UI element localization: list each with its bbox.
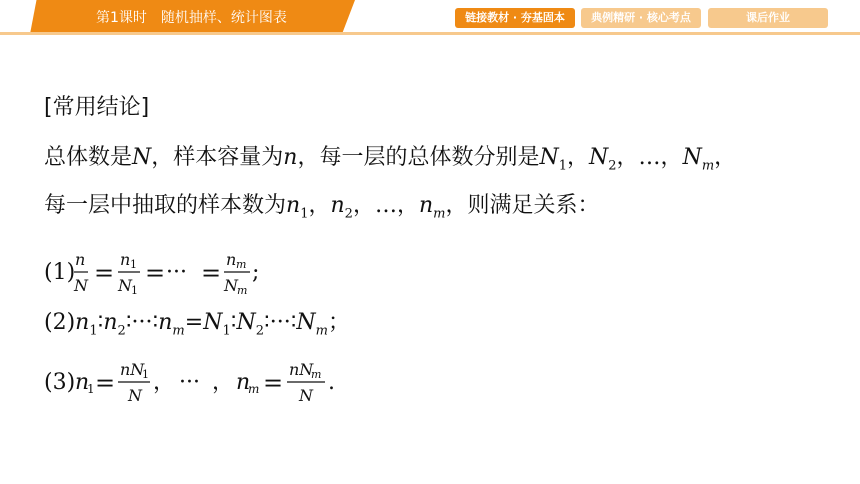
svg-text:.: .	[328, 370, 335, 395]
svg-text:=: =	[145, 259, 166, 287]
svg-text:1: 1	[131, 284, 138, 297]
svg-text:=: =	[94, 259, 115, 287]
svg-text:m: m	[311, 368, 322, 381]
svg-text:，: ，	[153, 370, 176, 395]
svg-text:N: N	[299, 386, 313, 405]
section-heading: [常用结论]	[44, 95, 150, 120]
svg-text:=: =	[201, 259, 222, 287]
lesson-title: 第1课时 随机抽样、统计图表	[96, 10, 287, 26]
svg-text:n: n	[75, 250, 86, 269]
svg-text:n: n	[75, 370, 90, 395]
header-divider	[0, 32, 860, 35]
svg-text:n: n	[236, 370, 251, 395]
svg-text:1: 1	[142, 368, 149, 381]
formula-3-svg	[44, 358, 374, 412]
formula-1	[44, 248, 304, 308]
svg-text:=: =	[95, 369, 116, 397]
svg-text:nN: nN	[120, 360, 145, 379]
svg-text:nN: nN	[289, 360, 314, 379]
svg-text:m: m	[236, 258, 247, 271]
svg-text:，: ，	[212, 370, 235, 395]
svg-text:m: m	[237, 284, 248, 297]
svg-text:;: ;	[252, 260, 260, 285]
tab-core-examples[interactable]: 典例精研 · 核心考点	[581, 8, 701, 28]
svg-text:n: n	[226, 250, 237, 269]
svg-text:1: 1	[87, 382, 95, 396]
svg-text:m: m	[248, 382, 260, 396]
svg-text:n: n	[120, 250, 131, 269]
svg-text:(3): (3)	[44, 370, 76, 395]
conclusion-paragraph-1: 总体数是N，样本容量为n，每一层的总体数分别是$N_1$，$N_2$，…，$N_m$，	[44, 145, 737, 174]
svg-text:N: N	[118, 276, 132, 295]
tab-homework[interactable]: 课后作业	[708, 8, 828, 28]
svg-text:N: N	[224, 276, 238, 295]
svg-text:N: N	[128, 386, 142, 405]
svg-text:(1): (1)	[44, 260, 76, 285]
formula-1-svg	[44, 248, 304, 302]
conclusion-paragraph-2: 每一层中抽取的样本数为$n_1$，$n_2$，…，$n_m$，则满足关系：	[44, 193, 600, 222]
svg-text:···: ···	[179, 370, 200, 395]
top-navigation-bar	[0, 0, 860, 36]
formula-3	[44, 358, 374, 418]
svg-text:=: =	[263, 369, 284, 397]
svg-text:1: 1	[130, 258, 137, 271]
tab-textbook-basics[interactable]: 链接教材 · 夯基固本	[455, 8, 575, 28]
svg-text:N: N	[74, 276, 88, 295]
formula-2: $(2)n_1∶n_2∶\cdot\cdot\cdot∶n_m=N_1∶N_2∶\cdot\cdot\cdot∶N_m$；	[44, 310, 351, 339]
svg-text:···: ···	[166, 260, 187, 285]
